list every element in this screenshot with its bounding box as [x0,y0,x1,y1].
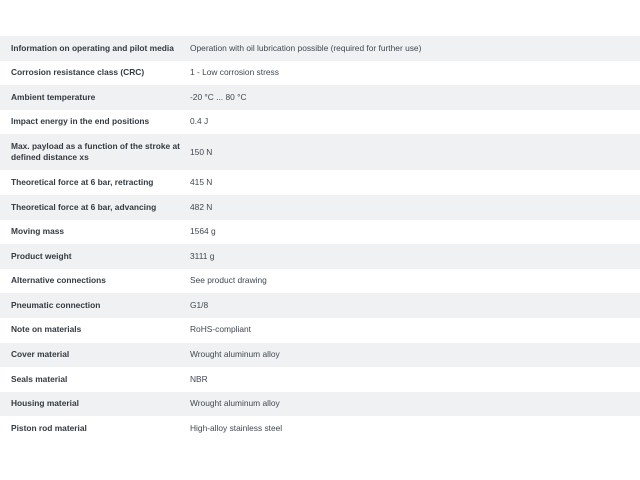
spec-row-corrosion-class [0,61,640,86]
spec-row-impact-energy [0,110,640,135]
spec-row-note-on-materials [0,318,640,343]
spec-label: Information on operating and pilot media [11,42,174,53]
spec-row-alternative-connections [0,269,640,294]
spec-value: RoHS-compliant [190,324,251,335]
spec-value: See product drawing [190,275,267,286]
spec-label: Max. payload as a function of the stroke at defined distance xs [11,140,180,163]
spec-row-force-retracting [0,170,640,195]
spec-label: Theoretical force at 6 bar, retracting [11,176,154,187]
spec-label: Pneumatic connection [11,299,101,310]
spec-label: Cover material [11,349,70,360]
spec-row-cover-material [0,343,640,368]
spec-label: Piston rod material [11,422,87,433]
spec-label: Moving mass [11,226,65,237]
spec-value: G1/8 [190,299,209,310]
spec-label: Corrosion resistance class (CRC) [11,67,145,78]
spec-value: 1564 g [190,226,216,237]
spec-value: High-alloy stainless steel [190,422,283,433]
spec-value: 3111 g [190,250,215,261]
spec-row-moving-mass [0,220,640,245]
spec-row-operating-media [0,36,640,61]
spec-value: Operation with oil lubrication possible (required for further use) [190,42,422,53]
spec-row-ambient-temperature [0,85,640,110]
spec-value: 1 - Low corrosion stress [190,67,279,78]
spec-value: NBR [190,373,208,384]
technical-data-table [0,36,640,441]
spec-row-seals-material [0,367,640,392]
spec-row-product-weight [0,244,640,269]
spec-row-pneumatic-connection [0,293,640,318]
spec-row-housing-material [0,392,640,417]
spec-label: Note on materials [11,324,82,335]
spec-value: Wrought aluminum alloy [190,349,280,360]
spec-label: Impact energy in the end positions [11,116,150,127]
spec-label: Alternative connections [11,275,106,286]
spec-row-force-advancing [0,195,640,220]
spec-label: Theoretical force at 6 bar, advancing [11,201,157,212]
spec-label: Seals material [11,373,68,384]
spec-value: -20 °C ... 80 °C [190,91,247,102]
spec-value: 150 N [190,146,213,157]
spec-label: Housing material [11,398,79,409]
spec-value: 0.4 J [190,116,209,127]
spec-label: Product weight [11,250,72,261]
spec-row-max-payload [0,134,640,170]
spec-value: 482 N [190,201,213,212]
spec-label: Ambient temperature [11,91,96,102]
spec-value: 415 N [190,176,213,187]
spec-row-piston-rod-material [0,416,640,441]
spec-value: Wrought aluminum alloy [190,398,280,409]
